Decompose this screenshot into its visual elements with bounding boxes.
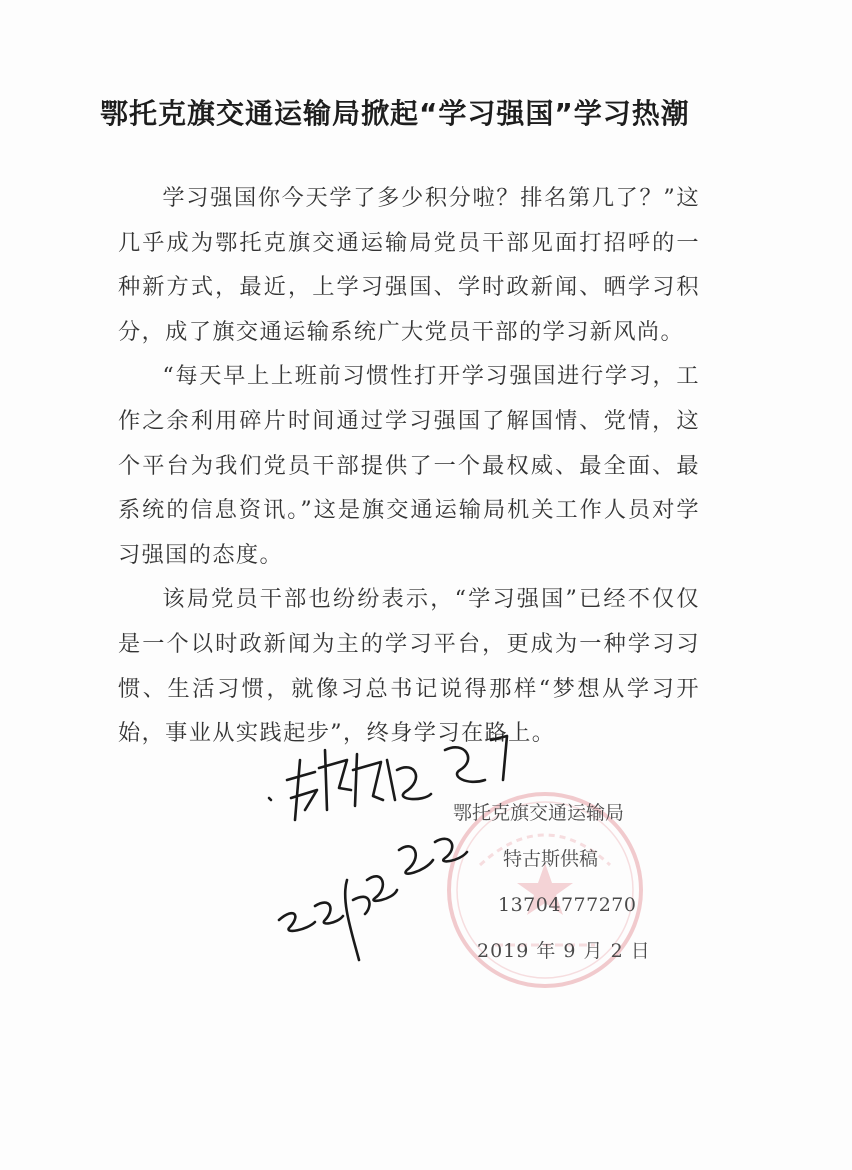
sender-author: 特古斯供稿 — [503, 848, 599, 870]
sender-phone: 13704777270 — [498, 894, 637, 916]
body-paragraph-1: 学习强国你今天学了多少积分啦？排名第几了？”这几乎成为鄂托克旗交通运输局党员干部见面打招呼的一种新方式，最近，上学习强国、学时政新闻、晒学习积分，成了旗交通运输系统广大党员干部的学习新风尚。 — [118, 185, 700, 345]
body-paragraph-2: “每天早上上班前习惯性打开学习强国进行学习，工作之余利用碎片时间通过学习强国了解国情、党情，这个平台为我们党员干部提供了一个最权威、最全面、最系统的信息资讯。”这是旗交通运输局机关工作人员对学习强国的态度。 — [118, 363, 700, 568]
document-date: 2019 年 9 月 2 日 — [477, 940, 651, 962]
document-title: 鄂托克旗交通运输局掀起“学习强国”学习热潮 — [100, 97, 690, 130]
document-body — [118, 176, 700, 756]
body-paragraph-3: 该局党员干部也纷纷表示，“学习强国”已经不仅仅是一个以时政新闻为主的学习平台，更成为一种学习习惯、生活习惯，就像习总书记说得那样“梦想从学习开始，事业从实践起步”，终身学习在路上。 — [118, 586, 700, 747]
sender-organization: 鄂托克旗交通运输局 — [453, 802, 625, 824]
sender-block — [440, 790, 700, 974]
